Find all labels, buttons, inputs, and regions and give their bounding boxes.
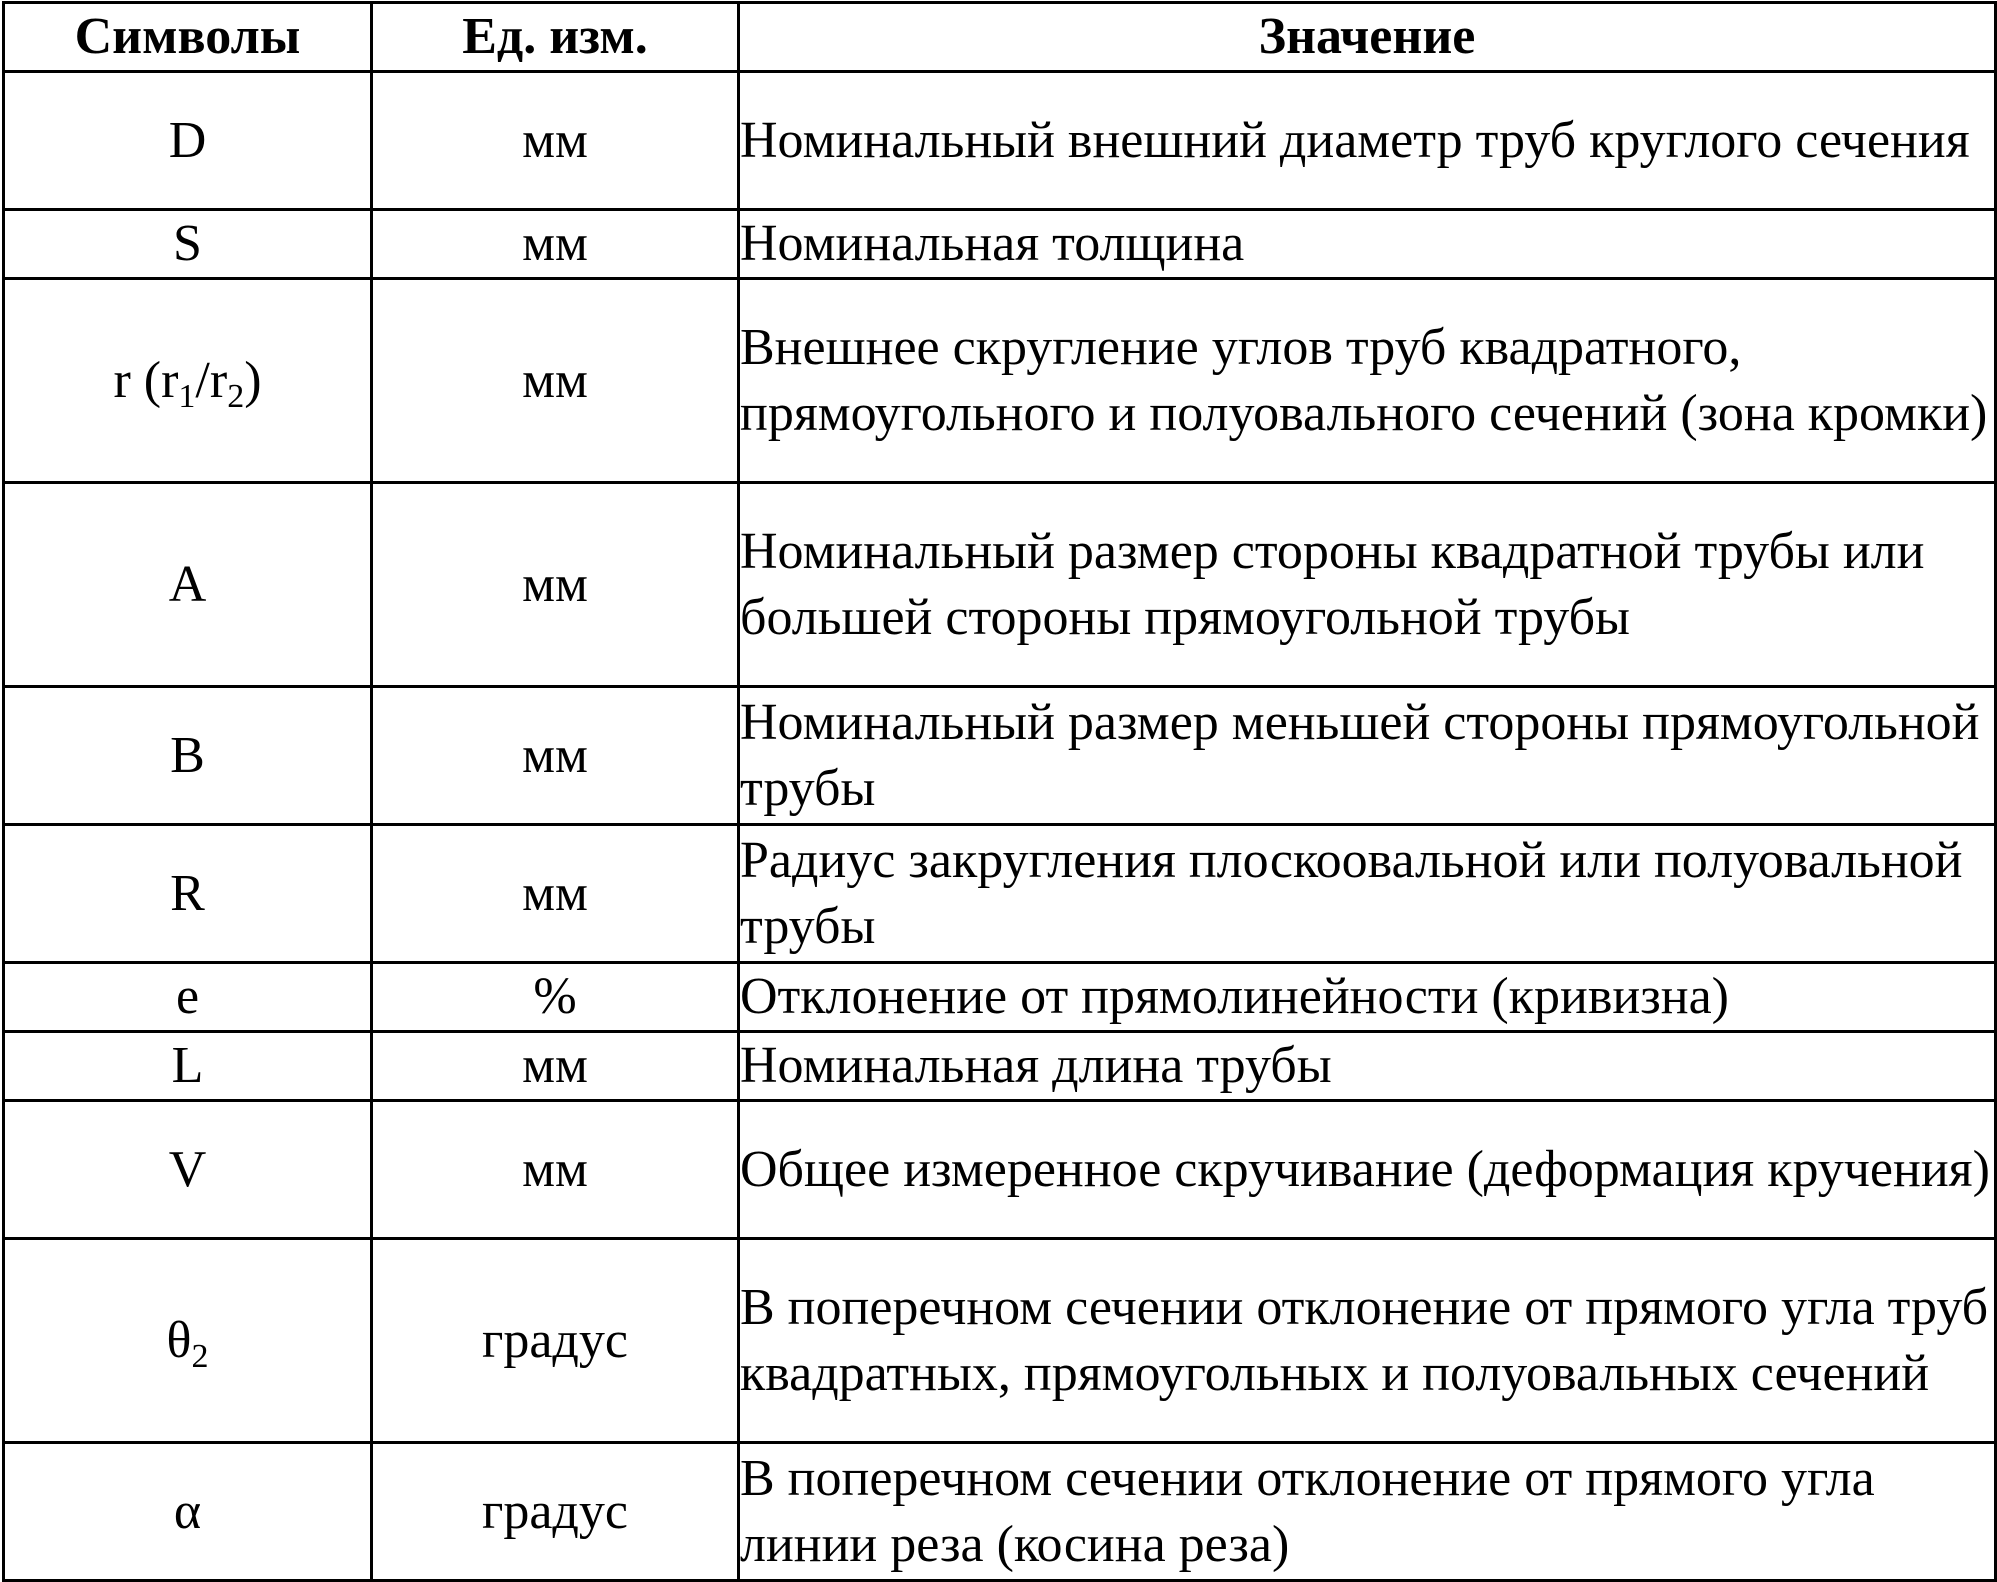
symbol-cell: A xyxy=(4,483,372,687)
header-symbols: Символы xyxy=(4,3,372,72)
unit-cell: % xyxy=(372,963,739,1032)
unit-cell: мм xyxy=(372,279,739,483)
table-row xyxy=(4,72,1996,210)
table-row xyxy=(4,210,1996,279)
unit-cell: мм xyxy=(372,72,739,210)
symbol-text: ) xyxy=(244,351,262,409)
table-row xyxy=(4,483,1996,687)
meaning-cell: Общее измеренное скручивание (деформация кручения) xyxy=(739,1101,1996,1239)
meaning-cell: Номинальный размер стороны квадратной трубы или большей стороны прямоугольной трубы xyxy=(739,483,1996,687)
table-row xyxy=(4,963,1996,1032)
symbol-cell: R xyxy=(4,825,372,963)
unit-cell: мм xyxy=(372,1032,739,1101)
meaning-cell: Номинальная толщина xyxy=(739,210,1996,279)
meaning-cell: Номинальный внешний диаметр труб круглого сечения xyxy=(739,72,1996,210)
table-row xyxy=(4,1239,1996,1443)
table-row xyxy=(4,1443,1996,1581)
header-row xyxy=(4,3,1996,72)
table-row xyxy=(4,1101,1996,1239)
symbol-cell xyxy=(4,279,372,483)
symbol-subscript: 2 xyxy=(227,377,245,415)
symbols-table xyxy=(2,1,1997,1582)
symbol-cell: α xyxy=(4,1443,372,1581)
unit-cell: мм xyxy=(372,210,739,279)
symbol-cell: D xyxy=(4,72,372,210)
meaning-cell: В поперечном сечении отклонение от прямого угла труб квадратных, прямоугольных и полуовальных сечений xyxy=(739,1239,1996,1443)
symbol-cell: L xyxy=(4,1032,372,1101)
meaning-cell: Номинальный размер меньшей стороны прямоугольной трубы xyxy=(739,687,1996,825)
table-row xyxy=(4,825,1996,963)
meaning-cell: Внешнее скругление углов труб квадратного, прямоугольного и полуовального сечений (зона кромки) xyxy=(739,279,1996,483)
header-unit: Ед. изм. xyxy=(372,3,739,72)
table-row xyxy=(4,279,1996,483)
symbol-cell: V xyxy=(4,1101,372,1239)
meaning-cell: Отклонение от прямолинейности (кривизна) xyxy=(739,963,1996,1032)
symbol-cell: S xyxy=(4,210,372,279)
unit-cell: градус xyxy=(372,1239,739,1443)
symbol-cell xyxy=(4,1239,372,1443)
symbol-text: θ xyxy=(166,1311,192,1369)
table-row xyxy=(4,1032,1996,1101)
symbol-subscript: 1 xyxy=(178,377,196,415)
header-meaning: Значение xyxy=(739,3,1996,72)
meaning-cell: В поперечном сечении отклонение от прямого угла линии реза (косина реза) xyxy=(739,1443,1996,1581)
symbol-text: /r xyxy=(195,351,228,409)
unit-cell: мм xyxy=(372,1101,739,1239)
unit-cell: мм xyxy=(372,483,739,687)
symbol-subscript: 2 xyxy=(191,1337,209,1375)
meaning-cell: Номинальная длина трубы xyxy=(739,1032,1996,1101)
unit-cell: градус xyxy=(372,1443,739,1581)
symbol-cell: B xyxy=(4,687,372,825)
table-row xyxy=(4,687,1996,825)
unit-cell: мм xyxy=(372,825,739,963)
symbol-text: r (r xyxy=(113,351,179,409)
meaning-cell: Радиус закругления плоскоовальной или полуовальной трубы xyxy=(739,825,1996,963)
symbol-cell: e xyxy=(4,963,372,1032)
unit-cell: мм xyxy=(372,687,739,825)
